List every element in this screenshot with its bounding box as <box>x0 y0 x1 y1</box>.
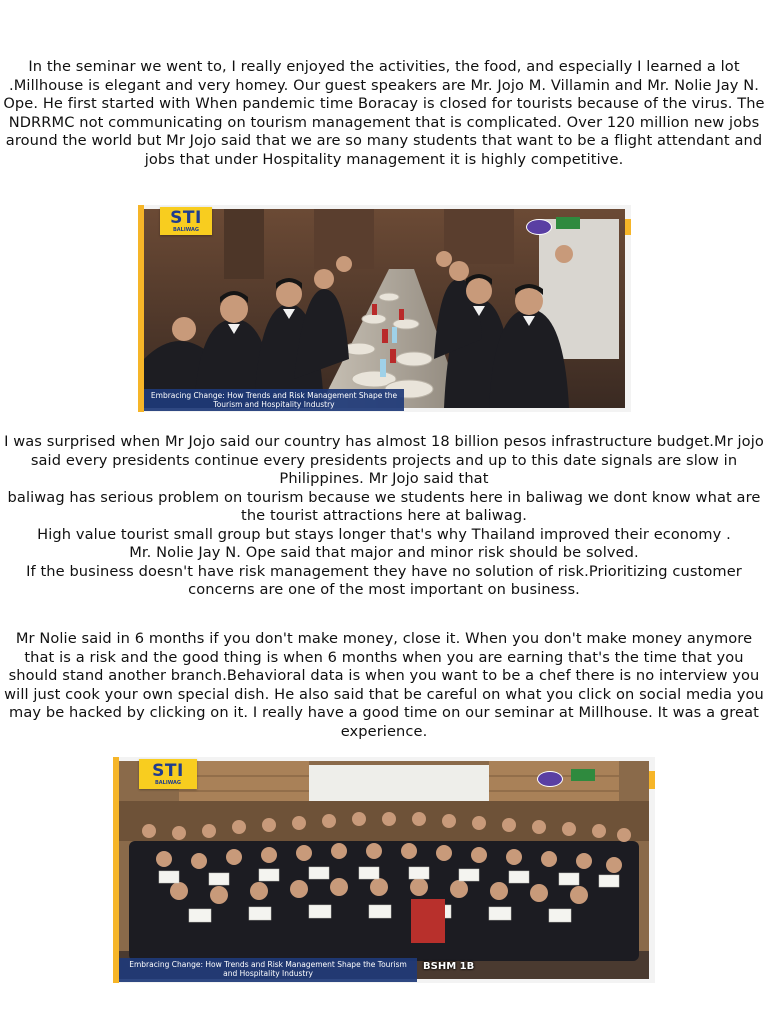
dinner-photo-illustration <box>144 209 625 408</box>
sti-logo-campus: BALIWAG <box>155 780 181 786</box>
sti-logo <box>139 759 197 789</box>
paragraph-body-line: If the business doesn't have risk management they have no solution of risk.Prioritizing customer concerns are one of the most important on business. <box>26 562 742 598</box>
paragraph-body <box>0 433 768 600</box>
paragraph-closing <box>0 630 768 741</box>
event-banner: Embracing Change: How Trends and Risk Management Shape the Tourism and Hospitality Industry <box>119 958 417 982</box>
sti-logo-brand: STI <box>152 761 184 781</box>
sti-logo-campus: BALIWAG <box>173 227 199 233</box>
paragraph-intro <box>0 58 768 169</box>
paragraph-closing-text: Mr Nolie said in 6 months if you don't make money, close it. When you don't make money anymore that is a risk and the good thing is when 6 months when you are earning that's the time that you should stand another branch.Behavioral data is when you want to be a chef there is no interview you will just cook your own special dish. He also said that be careful on what you click on social media you may be hacked by clicking on it. I really have a good time on our seminar at Millhouse. It was a great experience. <box>4 630 764 740</box>
org-emblem-icon <box>526 219 552 235</box>
group-photo-image <box>119 761 649 979</box>
program-emblem-icon <box>556 217 580 229</box>
group-photo-illustration <box>119 761 649 979</box>
paragraph-body-line: I was surprised when Mr Jojo said our country has almost 18 billion pesos infrastructure budget.Mr jojo said every presidents continue every presidents projects and up to this date signals are slow in Philippines. Mr Jojo said that <box>4 433 764 487</box>
program-emblem-icon <box>571 769 595 781</box>
org-emblem-icon <box>537 771 563 787</box>
section-label: BSHM 1B <box>423 961 475 972</box>
paragraph-body-line: baliwag has serious problem on tourism because we students here in baliwag we dont know what are the tourist attractions here at baliwag. <box>7 488 761 524</box>
seminar-dinner-photo <box>138 205 631 412</box>
dinner-photo-image <box>144 209 625 408</box>
sti-logo-brand: STI <box>170 208 202 228</box>
event-banner: Embracing Change: How Trends and Risk Management Shape the Tourism and Hospitality Industry <box>144 389 404 411</box>
paragraph-body-line: Mr. Nolie Jay N. Ope said that major and minor risk should be solved. <box>129 544 639 561</box>
seminar-group-photo <box>113 757 655 983</box>
paragraph-body-line: High value tourist small group but stays longer that's why Thailand improved their economy . <box>37 525 731 543</box>
sti-logo <box>160 207 212 235</box>
paragraph-intro-text: In the seminar we went to, I really enjoyed the activities, the food, and especially I learned a lot .Millhouse is elegant and very homey. Our guest speakers are Mr. Jojo M. Villamin and Mr. Nolie Jay N. Ope. He first started with When pandemic time Boracay is closed for tourists because of the virus. The NDRRMC not communicating on tourism management that is complicated. Over 120 million new jobs around the world but Mr Jojo said that we are so many students that want to be a flight attendant and jobs that under Hospitality management it is highly competitive. <box>3 58 765 168</box>
